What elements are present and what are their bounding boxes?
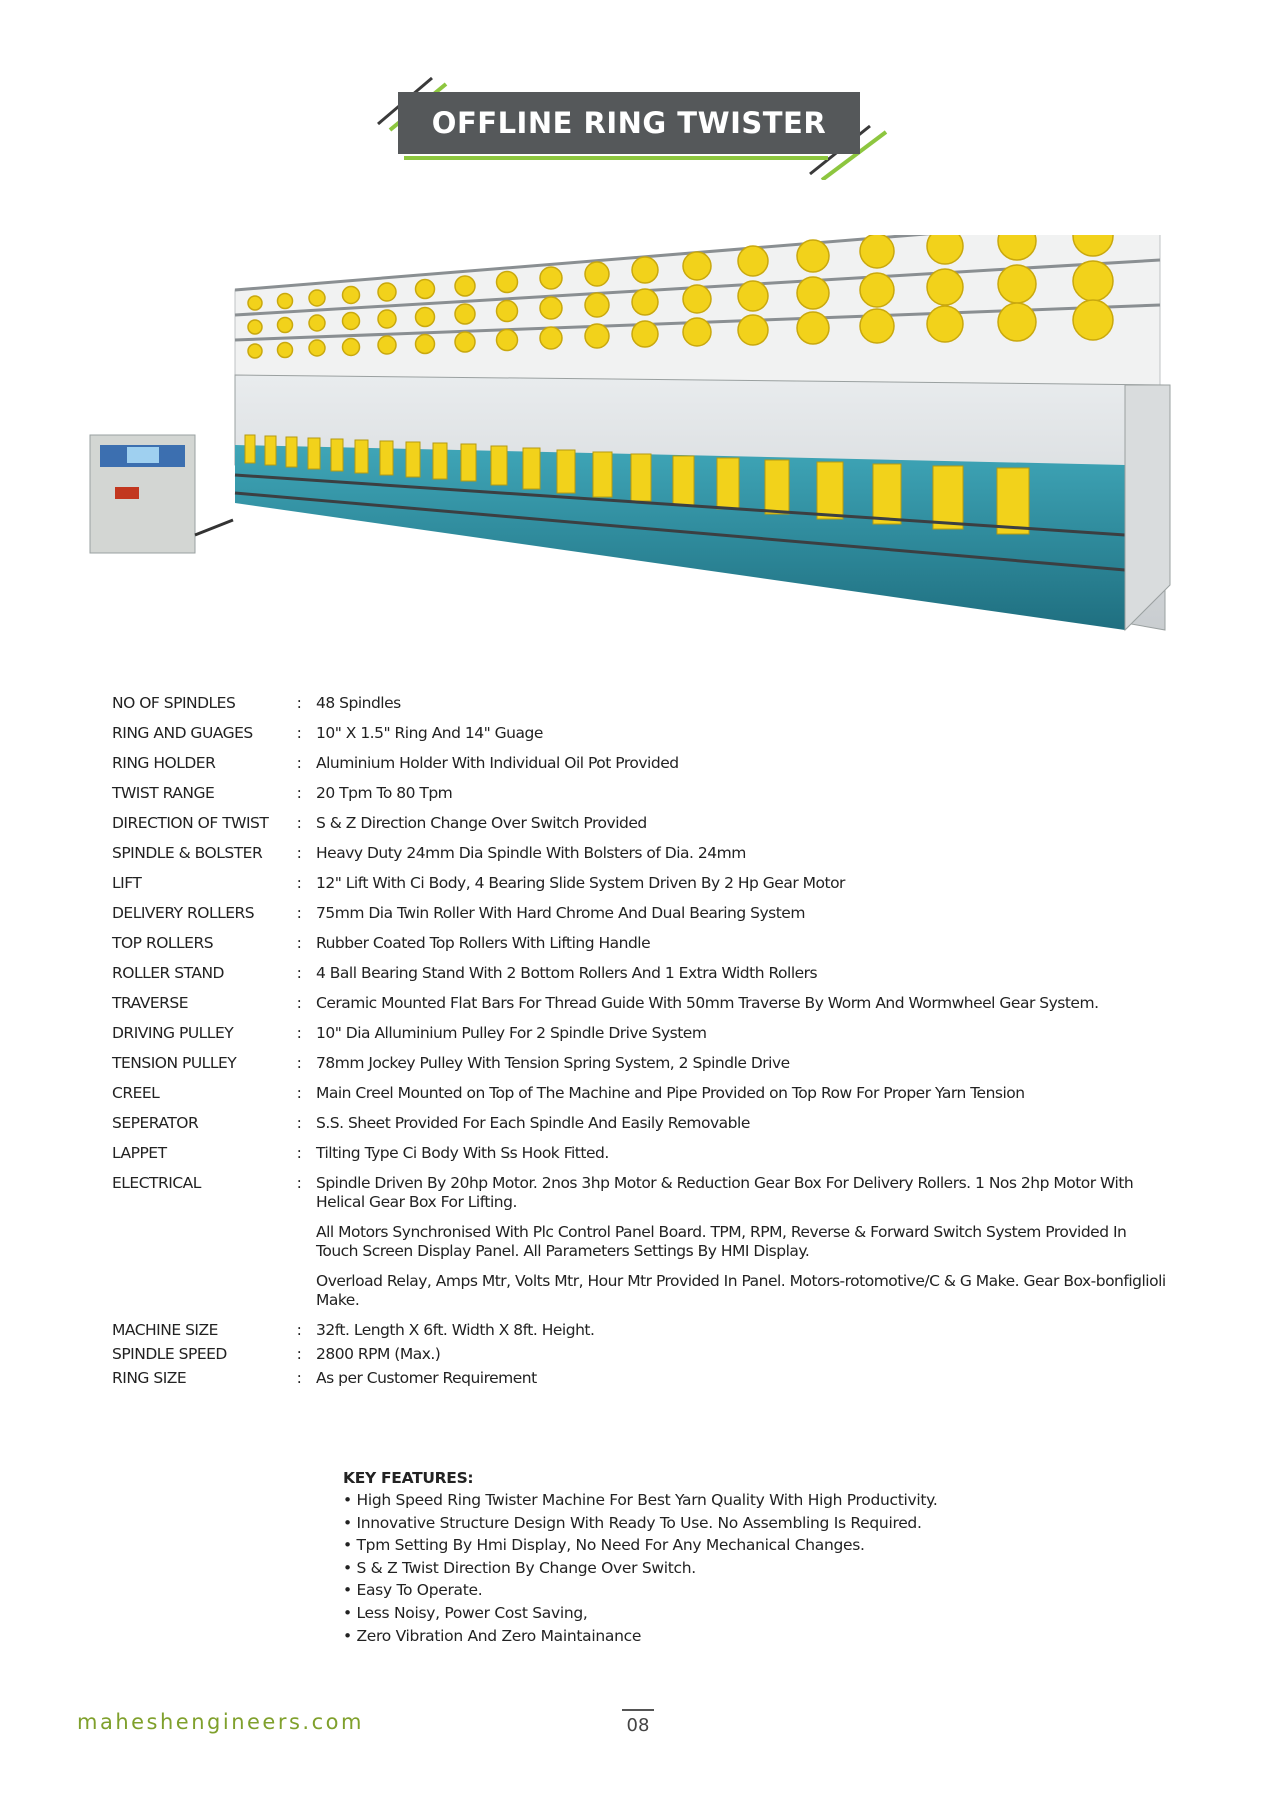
- spec-row: [112, 964, 1172, 983]
- spec-paragraph: All Motors Synchronised With Plc Control Panel Board. TPM, RPM, Reverse & Forward Switch System Provided In Touch Screen Display Panel. All Parameters Settings By HMI Display.: [316, 1223, 1127, 1260]
- spec-label: LAPPET: [112, 1144, 167, 1162]
- spec-row: [112, 1345, 1172, 1364]
- spec-value: S.S. Sheet Provided For Each Spindle And Easily Removable: [316, 1114, 750, 1132]
- spec-label: ELECTRICAL: [112, 1174, 201, 1192]
- website-link[interactable]: maheshengineers.com: [77, 1710, 364, 1734]
- spec-colon: :: [296, 934, 302, 952]
- spec-colon: :: [296, 784, 302, 802]
- spec-row: [112, 994, 1172, 1013]
- spec-label: RING SIZE: [112, 1369, 187, 1387]
- spec-colon: :: [296, 1054, 302, 1072]
- spec-label: MACHINE SIZE: [112, 1321, 218, 1339]
- spec-label: CREEL: [112, 1084, 160, 1102]
- spec-label: SPINDLE & BOLSTER: [112, 844, 263, 862]
- spec-colon: :: [296, 724, 302, 742]
- spec-value: 4 Ball Bearing Stand With 2 Bottom Rollers And 1 Extra Width Rollers: [316, 964, 818, 982]
- spec-paragraph: Spindle Driven By 20hp Motor. 2nos 3hp Motor & Reduction Gear Box For Delivery Rollers. 1 Nos 2hp Motor With Helical Gear Box For Lifting.: [316, 1174, 1134, 1211]
- feature-item: • Zero Vibration And Zero Maintainance: [343, 1625, 1043, 1648]
- spec-row: [112, 844, 1172, 863]
- specifications-list: [112, 694, 1172, 1393]
- spec-colon: :: [296, 1144, 302, 1162]
- spec-label: LIFT: [112, 874, 142, 892]
- spec-row: [112, 814, 1172, 833]
- spec-value: 10" Dia Alluminium Pulley For 2 Spindle Drive System: [316, 1024, 707, 1042]
- spec-row: [112, 724, 1172, 743]
- spec-value: 2800 RPM (Max.): [316, 1345, 441, 1363]
- spec-paragraph: Overload Relay, Amps Mtr, Volts Mtr, Hour Mtr Provided In Panel. Motors-rotomotive/C & G Make. Gear Box-bonfiglioli Make.: [316, 1272, 1166, 1309]
- feature-item: • Less Noisy, Power Cost Saving,: [343, 1602, 1043, 1625]
- spec-label: SPINDLE SPEED: [112, 1345, 227, 1363]
- spec-colon: :: [296, 874, 302, 892]
- spec-row: [112, 694, 1172, 713]
- spec-row: [112, 1321, 1172, 1340]
- spec-value: 20 Tpm To 80 Tpm: [316, 784, 453, 802]
- page-title: OFFLINE RING TWISTER: [431, 106, 827, 140]
- feature-item: • Easy To Operate.: [343, 1579, 1043, 1602]
- spec-label: DIRECTION OF TWIST: [112, 814, 269, 832]
- spec-value: Heavy Duty 24mm Dia Spindle With Bolsters of Dia. 24mm: [316, 844, 746, 862]
- spec-label: RING AND GUAGES: [112, 724, 253, 742]
- spec-label: DELIVERY ROLLERS: [112, 904, 255, 922]
- spec-value: 12" Lift With Ci Body, 4 Bearing Slide System Driven By 2 Hp Gear Motor: [316, 874, 845, 892]
- spec-colon: :: [296, 1369, 302, 1387]
- spec-label: TENSION PULLEY: [112, 1054, 237, 1072]
- spec-colon: :: [296, 754, 302, 772]
- spec-value: As per Customer Requirement: [316, 1369, 537, 1387]
- spec-row: [112, 1024, 1172, 1043]
- spec-row: [112, 784, 1172, 803]
- feature-item: • S & Z Twist Direction By Change Over Switch.: [343, 1557, 1043, 1580]
- spec-value: Tilting Type Ci Body With Ss Hook Fitted.: [316, 1144, 609, 1162]
- page-number-rule: [622, 1709, 654, 1711]
- spec-value: 78mm Jockey Pulley With Tension Spring System, 2 Spindle Drive: [316, 1054, 790, 1072]
- spec-value: Main Creel Mounted on Top of The Machine and Pipe Provided on Top Row For Proper Yarn Tension: [316, 1084, 1025, 1102]
- page-number: 08: [626, 1715, 650, 1736]
- spec-colon: :: [296, 1321, 302, 1339]
- title-banner: [370, 70, 910, 180]
- spec-label: SEPERATOR: [112, 1114, 199, 1132]
- spec-row: [112, 934, 1172, 953]
- spec-label: TRAVERSE: [112, 994, 189, 1012]
- spec-row: [112, 754, 1172, 773]
- spec-label: TOP ROLLERS: [112, 934, 214, 952]
- spec-colon: :: [296, 994, 302, 1012]
- spec-row: [112, 904, 1172, 923]
- spec-value: 32ft. Length X 6ft. Width X 8ft. Height.: [316, 1321, 595, 1339]
- feature-item: • High Speed Ring Twister Machine For Best Yarn Quality With High Productivity.: [343, 1489, 1043, 1512]
- spec-colon: :: [296, 844, 302, 862]
- spec-value: 10" X 1.5" Ring And 14" Guage: [316, 724, 543, 742]
- spec-row: [112, 1144, 1172, 1163]
- banner-box: [398, 92, 860, 154]
- spec-colon: :: [296, 1024, 302, 1042]
- spec-colon: :: [296, 1114, 302, 1132]
- spec-row: [112, 1369, 1172, 1388]
- spec-colon: :: [296, 814, 302, 832]
- spec-colon: :: [296, 1345, 302, 1363]
- spec-row: [112, 1054, 1172, 1073]
- spec-value: Aluminium Holder With Individual Oil Pot Provided: [316, 754, 679, 772]
- machine-image: [85, 235, 1195, 715]
- spec-value: Ceramic Mounted Flat Bars For Thread Guide With 50mm Traverse By Worm And Wormwheel Gear System.: [316, 994, 1099, 1012]
- control-panel: [90, 435, 233, 553]
- spec-label: RING HOLDER: [112, 754, 216, 772]
- spec-label: DRIVING PULLEY: [112, 1024, 234, 1042]
- spec-colon: :: [296, 694, 302, 712]
- key-features: [343, 1467, 1043, 1647]
- spec-row: [112, 1084, 1172, 1103]
- feature-item: • Innovative Structure Design With Ready To Use. No Assembling Is Required.: [343, 1512, 1043, 1535]
- spec-value: 75mm Dia Twin Roller With Hard Chrome And Dual Bearing System: [316, 904, 805, 922]
- spec-label: NO OF SPINDLES: [112, 694, 236, 712]
- spec-label: ROLLER STAND: [112, 964, 224, 982]
- spec-colon: :: [296, 964, 302, 982]
- spec-label: TWIST RANGE: [112, 784, 215, 802]
- spec-row: [112, 1174, 1172, 1310]
- spec-row: [112, 1114, 1172, 1133]
- spec-value: Rubber Coated Top Rollers With Lifting Handle: [316, 934, 651, 952]
- spec-colon: :: [296, 1174, 302, 1192]
- spec-colon: :: [296, 904, 302, 922]
- spec-row: [112, 874, 1172, 893]
- spec-value: [310, 1174, 1172, 1310]
- spec-colon: :: [296, 1084, 302, 1102]
- key-features-list: [343, 1489, 1043, 1647]
- spec-value: 48 Spindles: [316, 694, 401, 712]
- key-features-title: KEY FEATURES:: [343, 1469, 474, 1487]
- feature-item: • Tpm Setting By Hmi Display, No Need For Any Mechanical Changes.: [343, 1534, 1043, 1557]
- spec-value: S & Z Direction Change Over Switch Provided: [316, 814, 647, 832]
